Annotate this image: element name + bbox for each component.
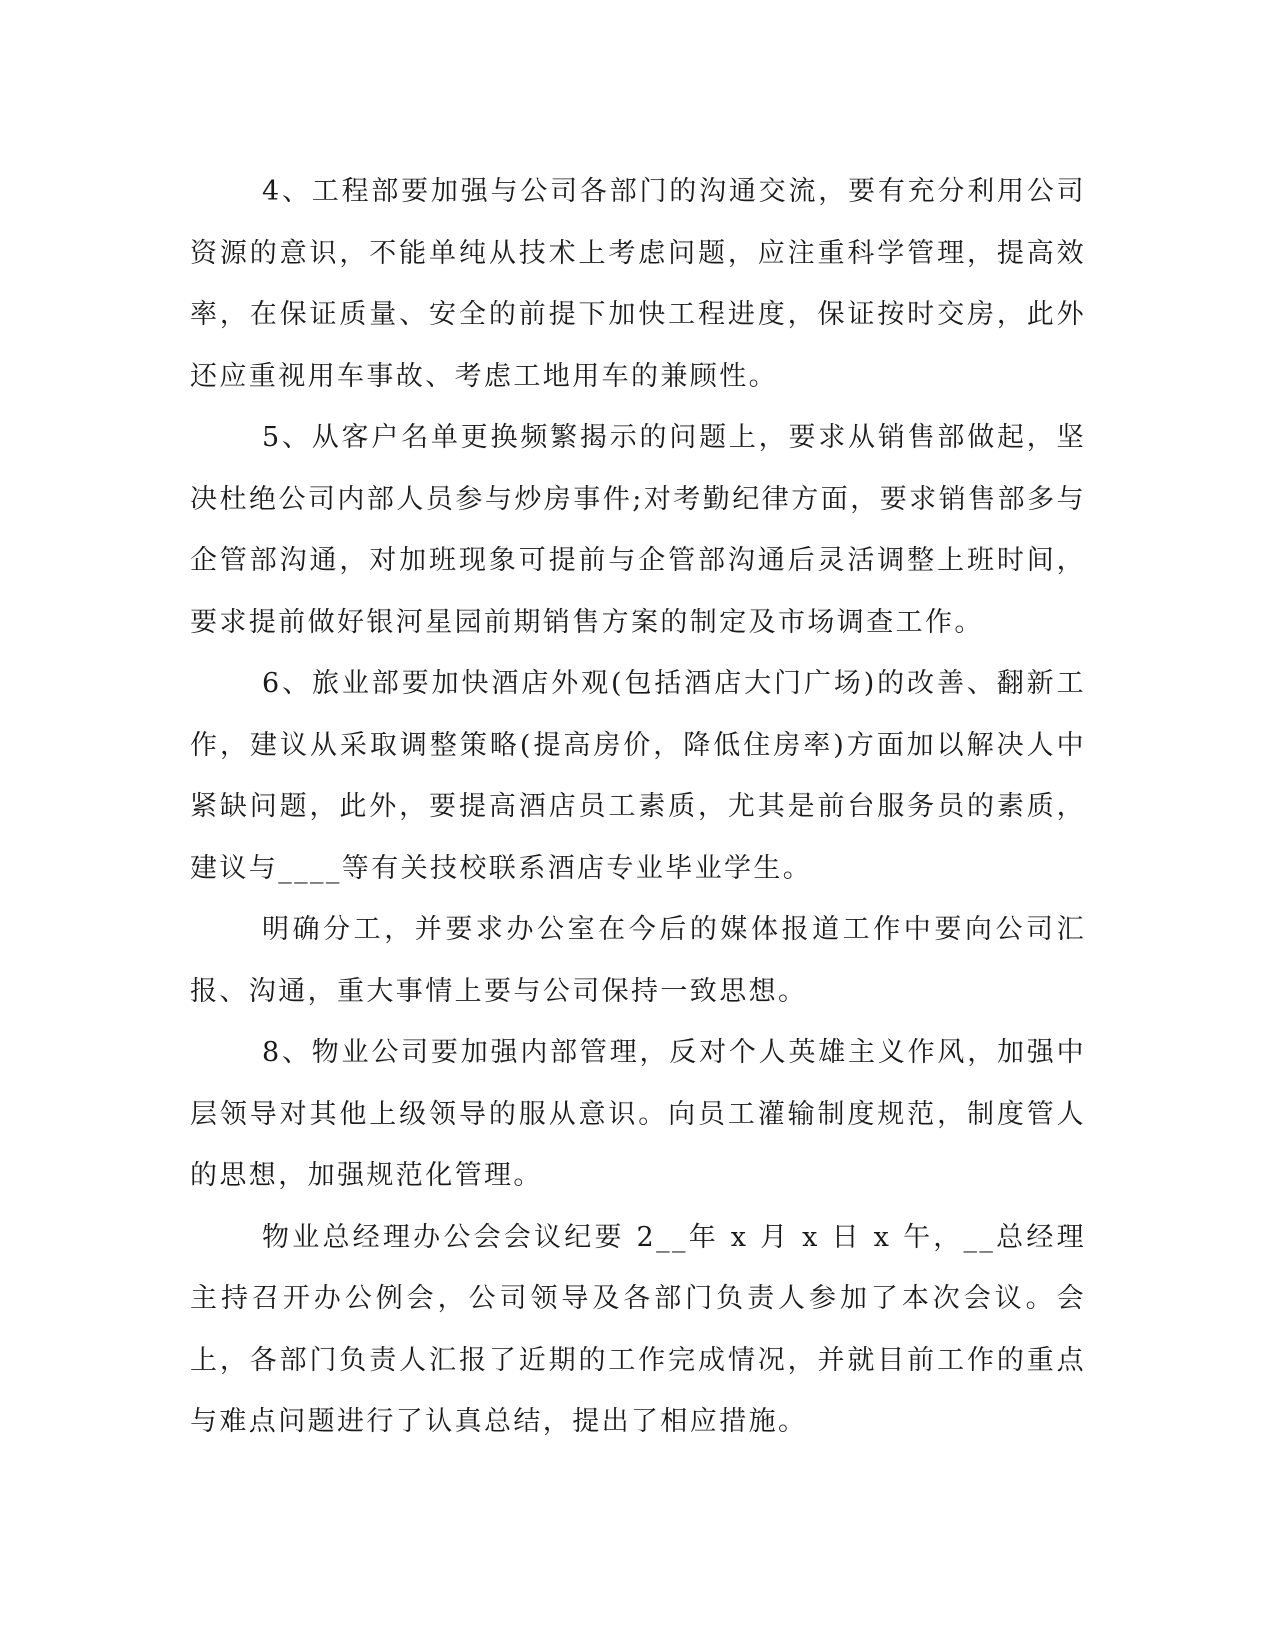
paragraph-meeting-minutes: 物业总经理办公会会议纪要 2__年 x 月 x 日 x 午，__总经理主持召开办公例会，公司领导及各部门负责人参加了本次会议。会上，各部门负责人汇报了近期的工作完成情况，并就目前工作的重点与难点问题进行了认真总结，提出了相应措施。 — [190, 1221, 1086, 1437]
paragraph-hotel: 6、旅业部要加快酒店外观(包括酒店大门广场)的改善、翻新工作，建议从采取调整策略(提高房价，降低住房率)方面加以解决人中紧缺问题，此外，要提高酒店员工素质，尤其是前台服务员的素质，建议与____等有关技校联系酒店专业毕业学生。 — [190, 668, 1086, 884]
paragraph-sales: 5、从客户名单更换频繁揭示的问题上，要求从销售部做起，坚决杜绝公司内部人员参与炒房事件;对考勤纪律方面，要求销售部多与企管部沟通，对加班现象可提前与企管部沟通后灵活调整上班时间，要求提前做好银河星园前期销售方案的制定及市场调查工作。 — [190, 422, 1086, 638]
paragraph-engineering: 4、工程部要加强与公司各部门的沟通交流，要有充分利用公司资源的意识，不能单纯从技术上考虑问题，应注重科学管理，提高效率，在保证质量、安全的前提下加快工程进度，保证按时交房，此外还应重视用车事故、考虑工地用车的兼顾性。 — [190, 176, 1086, 392]
paragraph-office: 明确分工，并要求办公室在今后的媒体报道工作中要向公司汇报、沟通，重大事情上要与公司保持一致思想。 — [190, 914, 1086, 1007]
document-body — [190, 161, 1086, 1453]
paragraph-property: 8、物业公司要加强内部管理，反对个人英雄主义作风，加强中层领导对其他上级领导的服从意识。向员工灌输制度规范，制度管人的思想，加强规范化管理。 — [190, 1037, 1086, 1191]
